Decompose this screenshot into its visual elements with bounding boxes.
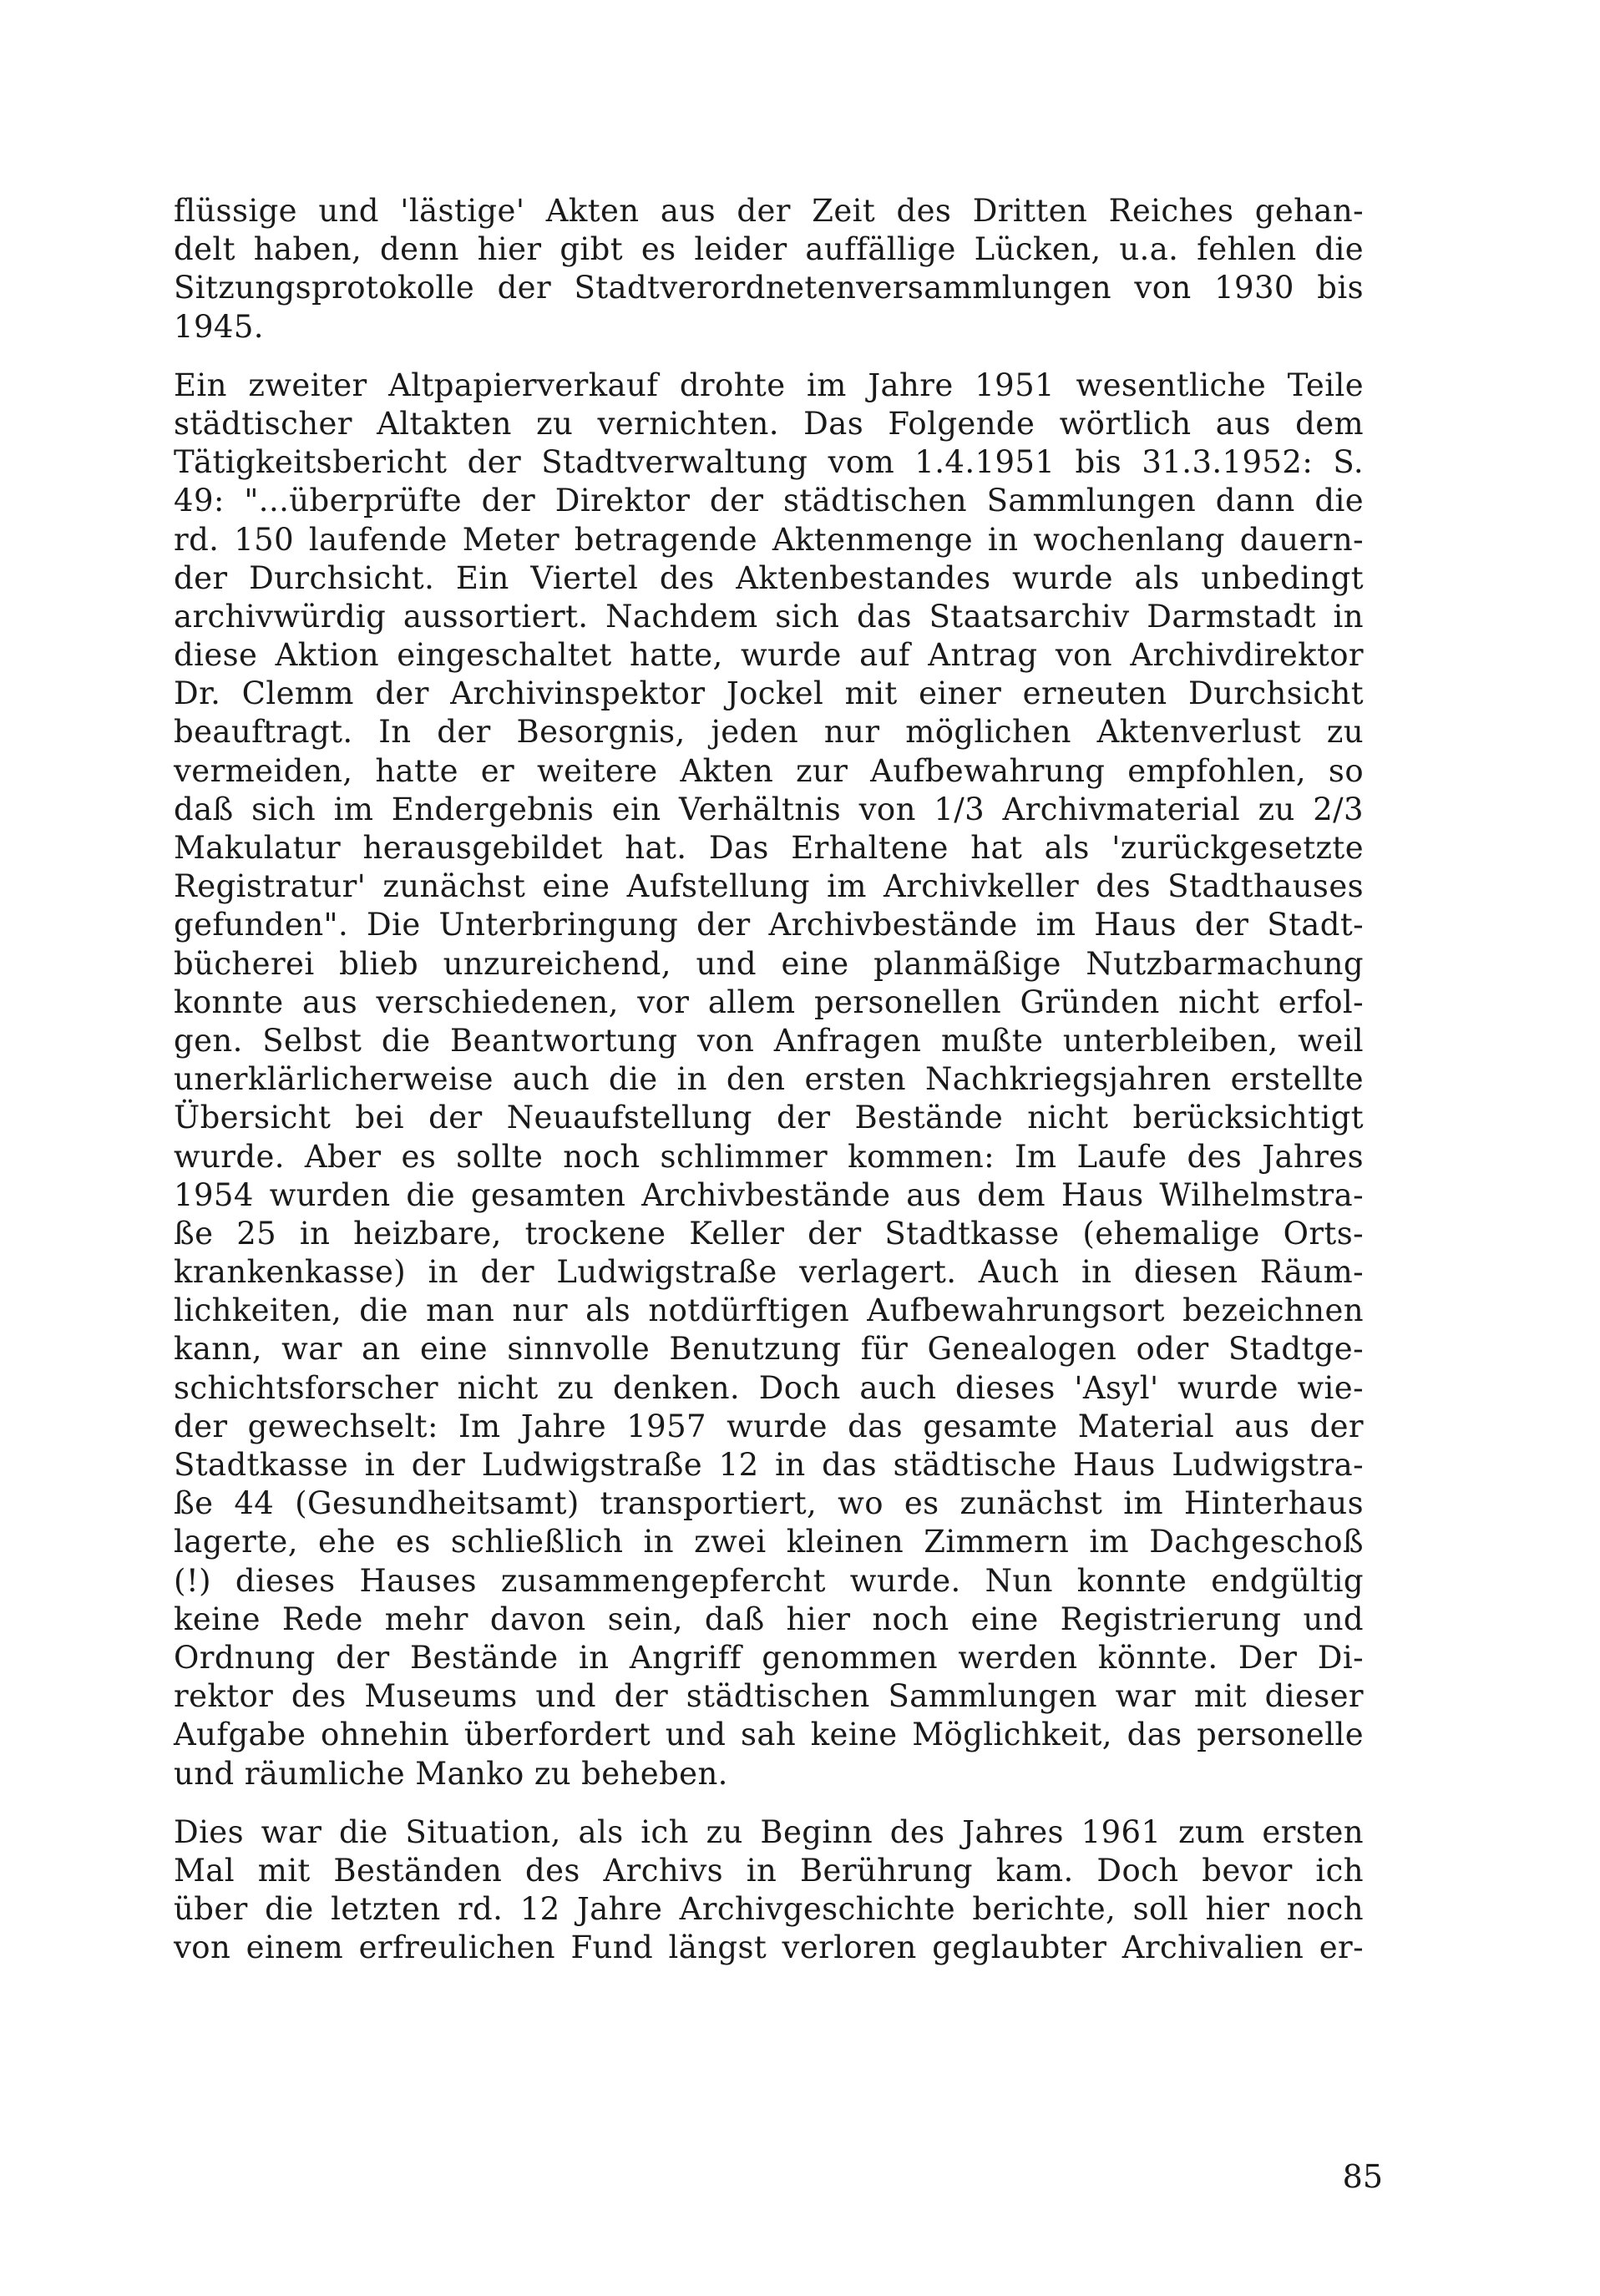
text-line: 49: "...überprüfte der Direktor der städtischen Sammlungen dann die [174, 483, 1364, 519]
text-line: schichtsforscher nicht zu denken. Doch auch dieses 'Asyl' wurde wie- [174, 1369, 1364, 1406]
text-line: unerklärlicherweise auch die in den ersten Nachkriegsjahren erstellte [174, 1061, 1364, 1098]
text-line: delt haben, denn hier gibt es leider auffällige Lücken, u.a. fehlen die [174, 231, 1364, 268]
text-line: Dies war die Situation, als ich zu Beginn des Jahres 1961 zum ersten [174, 1813, 1364, 1850]
text-line: Übersicht bei der Neuaufstellung der Bestände nicht berücksichtigt [174, 1100, 1364, 1136]
text-line: flüssige und 'lästige' Akten aus der Zeit des Dritten Reiches gehan- [174, 193, 1364, 229]
text-line: 1954 wurden die gesamten Archivbestände aus dem Haus Wilhelmstra- [174, 1176, 1364, 1213]
text-line: Mal mit Beständen des Archivs in Berührung kam. Doch bevor ich [174, 1852, 1364, 1889]
body-text [174, 192, 1364, 1967]
text-line: der gewechselt: Im Jahre 1957 wurde das gesamte Material aus der [174, 1408, 1364, 1444]
text-line: Ordnung der Bestände in Angriff genommen werden könnte. Der Di- [174, 1639, 1364, 1676]
text-line: konnte aus verschiedenen, vor allem personellen Gründen nicht erfol- [174, 984, 1364, 1020]
text-line: rektor des Museums und der städtischen Sammlungen war mit dieser [174, 1678, 1364, 1715]
text-line: ße 25 in heizbare, trockene Keller der Stadtkasse (ehemalige Orts- [174, 1215, 1364, 1252]
text-line: gen. Selbst die Beantwortung von Anfragen mußte unterbleiben, weil [174, 1022, 1364, 1059]
text-line: diese Aktion eingeschaltet hatte, wurde auf Antrag von Archivdirektor [174, 637, 1364, 674]
text-line: der Durchsicht. Ein Viertel des Aktenbestandes wurde als unbedingt [174, 559, 1364, 596]
text-line: von einem erfreulichen Fund längst verloren geglaubter Archivalien er- [174, 1929, 1364, 1966]
text-line: 1945. [174, 308, 264, 345]
text-line: gefunden". Die Unterbringung der Archivbestände im Haus der Stadt- [174, 907, 1364, 943]
text-line: lichkeiten, die man nur als notdürftigen Aufbewahrungsort bezeichnen [174, 1292, 1364, 1329]
text-line: Sitzungsprotokolle der Stadtverordnetenversammlungen von 1930 bis [174, 270, 1364, 306]
page-number: 85 [1342, 2158, 1383, 2195]
text-line: keine Rede mehr davon sein, daß hier noch eine Registrierung und [174, 1601, 1364, 1637]
paragraph [174, 1813, 1364, 1968]
text-line: Tätigkeitsbericht der Stadtverwaltung vom 1.4.1951 bis 31.3.1952: S. [174, 444, 1364, 481]
text-line: und räumliche Manko zu beheben. [174, 1755, 728, 1792]
paragraph [174, 367, 1364, 1793]
text-line: Registratur' zunächst eine Aufstellung im Archivkeller des Stadthauses [174, 868, 1364, 905]
text-line: lagerte, ehe es schließlich in zwei kleinen Zimmern im Dachgeschoß [174, 1524, 1364, 1560]
text-line: städtischer Altakten zu vernichten. Das Folgende wörtlich aus dem [174, 405, 1364, 442]
text-line: Stadtkasse in der Ludwigstraße 12 in das städtische Haus Ludwigstra- [174, 1447, 1364, 1483]
text-line: (!) dieses Hauses zusammengepfercht wurde. Nun konnte endgültig [174, 1562, 1364, 1599]
text-line: archivwürdig aussortiert. Nachdem sich das Staatsarchiv Darmstadt in [174, 598, 1364, 635]
paragraph [174, 192, 1364, 346]
text-line: Dr. Clemm der Archivinspektor Jockel mit einer erneuten Durchsicht [174, 675, 1364, 712]
text-line: Makulatur herausgebildet hat. Das Erhaltene hat als 'zurückgesetzte [174, 830, 1364, 866]
text-line: beauftragt. In der Besorgnis, jeden nur möglichen Aktenverlust zu [174, 714, 1364, 751]
text-line: kann, war an eine sinnvolle Benutzung für Genealogen oder Stadtge- [174, 1331, 1364, 1368]
text-line: vermeiden, hatte er weitere Akten zur Aufbewahrung empfohlen, so [174, 752, 1364, 789]
text-line: bücherei blieb unzureichend, und eine planmäßige Nutzbarmachung [174, 945, 1364, 982]
text-line: Ein zweiter Altpapierverkauf drohte im Jahre 1951 wesentliche Teile [174, 367, 1364, 403]
text-line: krankenkasse) in der Ludwigstraße verlagert. Auch in diesen Räum- [174, 1254, 1364, 1291]
text-line: ße 44 (Gesundheitsamt) transportiert, wo es zunächst im Hinterhaus [174, 1485, 1364, 1522]
text-line: Aufgabe ohnehin überfordert und sah keine Möglichkeit, das personelle [174, 1717, 1364, 1753]
text-line: rd. 150 laufende Meter betragende Aktenmenge in wochenlang dauern- [174, 521, 1364, 558]
text-line: über die letzten rd. 12 Jahre Archivgeschichte berichte, soll hier noch [174, 1891, 1364, 1928]
text-line: daß sich im Endergebnis ein Verhältnis von 1/3 Archivmaterial zu 2/3 [174, 791, 1364, 827]
text-line: wurde. Aber es sollte noch schlimmer kommen: Im Laufe des Jahres [174, 1138, 1364, 1175]
